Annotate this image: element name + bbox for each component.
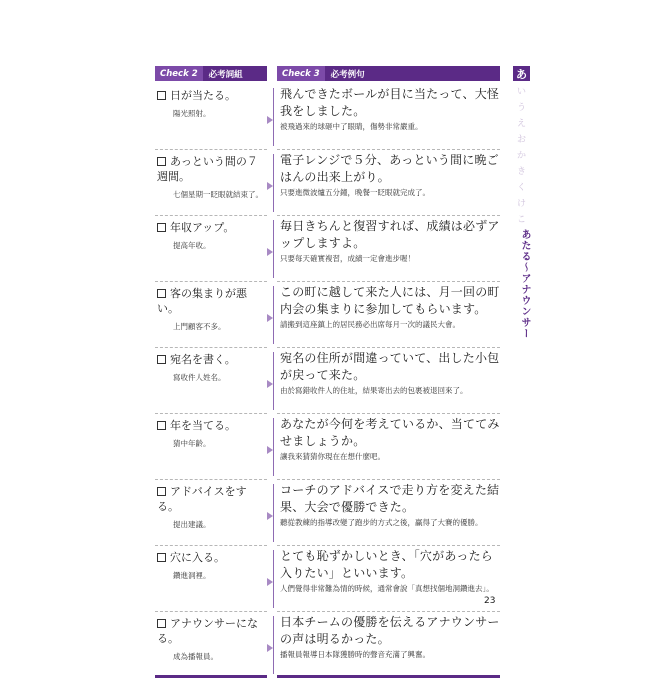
phrase-meaning: 成為播報員。 [173, 652, 218, 661]
kana-tab-item: う [513, 100, 530, 113]
vocab-phrase [157, 484, 267, 530]
vocab-phrase [157, 286, 267, 332]
vocab-phrase [157, 550, 267, 581]
vocab-phrase [157, 418, 267, 449]
phrase-line [157, 418, 267, 433]
divider [273, 550, 274, 608]
phrase-line [157, 550, 267, 565]
phrase-text: 客の集まりが悪い。 [157, 287, 247, 315]
phrase-meaning: 提高年收。 [173, 241, 211, 250]
entry-row [155, 348, 500, 414]
example-translation: 由於寫錯收件人的住址，結果寄出去的包裹被退回來了。 [280, 386, 468, 395]
phrase-line [157, 220, 267, 235]
entry-row [155, 612, 500, 678]
example [280, 86, 500, 132]
entry-row [155, 216, 500, 282]
checkbox[interactable] [157, 619, 166, 628]
example-sentence: この町に越して来た人には、月一回の町内会の集まりに参加してもらいます。 [280, 285, 500, 316]
index-tab [513, 66, 530, 339]
entry-row [155, 150, 500, 216]
example [280, 548, 500, 594]
phrase-meaning: 上門顧客不多。 [173, 322, 226, 331]
phrase-text: 宛名を書く。 [170, 353, 236, 366]
example [280, 482, 500, 528]
example-sentence: コーチのアドバイスで走り方を変えた結果、大会で優勝できた。 [280, 483, 500, 514]
index-range: あたる～アナウンサー [519, 229, 530, 339]
phrase-line [157, 154, 267, 184]
example [280, 152, 500, 198]
kana-tab-item: い [513, 84, 530, 97]
phrase-text: アナウンサーになる。 [157, 617, 258, 645]
divider [273, 418, 274, 476]
phrase-text: 穴に入る。 [170, 551, 225, 564]
entry-row [155, 414, 500, 480]
phrase-text: 年収アップ。 [170, 221, 235, 234]
check3-title: 必考例句 [330, 69, 365, 80]
divider [273, 616, 274, 674]
checkbox[interactable] [157, 421, 166, 430]
divider [273, 484, 274, 542]
example [280, 614, 500, 660]
phrase-line [157, 616, 267, 646]
checkbox[interactable] [157, 487, 166, 496]
kana-tab-item: あ [513, 66, 530, 81]
divider [273, 220, 274, 278]
kana-index [513, 66, 530, 225]
vocab-phrase [157, 220, 267, 251]
example-translation: 只要每天確實複習，成績一定會進步喔！ [280, 254, 415, 263]
entry-row [155, 546, 500, 612]
phrase-text: 年を当てる。 [170, 419, 236, 432]
example-sentence: 宛名の住所が間違っていて、出した小包が戻って来た。 [280, 351, 500, 382]
phrase-meaning: 陽光照射。 [173, 109, 211, 118]
check2-title: 必考詞組 [208, 69, 243, 80]
kana-tab-item: け [513, 196, 530, 209]
phrase-text: アドバイスをする。 [157, 485, 247, 513]
example-sentence: 飛んできたボールが目に当たって、大怪我をしました。 [280, 87, 500, 118]
example-translation: 聽從教練的指導改變了跑步的方式之後，贏得了大賽的優勝。 [280, 518, 483, 527]
vocab-phrase [157, 88, 267, 119]
kana-tab-item: き [513, 164, 530, 177]
phrase-meaning: 鑽進洞裡。 [173, 571, 211, 580]
checkbox[interactable] [157, 289, 166, 298]
checkbox[interactable] [157, 91, 166, 100]
phrase-line [157, 286, 267, 316]
divider [273, 352, 274, 410]
divider [273, 286, 274, 344]
example-sentence: あなたが今何を考えているか、当ててみせましょうか。 [280, 417, 500, 448]
kana-tab-item: く [513, 180, 530, 193]
example [280, 416, 500, 462]
phrase-line [157, 352, 267, 367]
checkbox[interactable] [157, 553, 166, 562]
kana-tab-item: か [513, 148, 530, 161]
kana-tab-item: お [513, 132, 530, 145]
example-translation: 讓我來猜猜你現在在想什麼吧。 [280, 452, 385, 461]
kana-tab-item: こ [513, 212, 530, 225]
example-translation: 播報員報導日本隊獲勝時的聲音充滿了興奮。 [280, 650, 430, 659]
entry-row [155, 480, 500, 546]
example [280, 350, 500, 396]
example-translation: 人們覺得非常難為情的時候，通常會說「真想找個地洞鑽進去」。 [280, 584, 494, 593]
checkbox[interactable] [157, 157, 166, 166]
example-sentence: 日本チームの優勝を伝えるアナウンサーの声は明るかった。 [280, 615, 500, 646]
phrase-text: 日が当たる。 [170, 89, 236, 102]
checkbox[interactable] [157, 355, 166, 364]
phrase-meaning: 寫收件人姓名。 [173, 373, 226, 382]
example-sentence: とても恥ずかしいとき、「穴があったら入りたい」といいます。 [280, 549, 494, 580]
vocab-phrase [157, 154, 267, 200]
entry-row [155, 282, 500, 348]
check2-header [155, 66, 267, 81]
entry-row [155, 84, 500, 150]
kana-tab-item: え [513, 116, 530, 129]
example-sentence: 毎日きちんと復習すれば、成績は必ずアップしますよ。 [280, 219, 500, 250]
example [280, 218, 500, 264]
example-translation: 請搬到這座鎮上的居民務必出席每月一次的議民大會。 [280, 320, 460, 329]
phrase-meaning: 提出建議。 [173, 520, 211, 529]
phrase-line [157, 484, 267, 514]
example [280, 284, 500, 330]
phrase-meaning: 猜中年齡。 [173, 439, 211, 448]
example-sentence: 電子レンジで５分、あっという間に晩ごはんの出来上がり。 [280, 153, 499, 184]
phrase-line [157, 88, 267, 103]
check3-header [277, 66, 500, 81]
phrase-text: あっという間の７週間。 [157, 155, 258, 183]
divider [273, 88, 274, 146]
divider [273, 154, 274, 212]
vocab-phrase [157, 352, 267, 383]
phrase-meaning: 七個星期一眨眼就結束了。 [173, 190, 263, 199]
check3-tag: Check 3 [277, 66, 325, 81]
page-number: 23 [484, 596, 496, 606]
example-translation: 被飛過來的球砸中了眼睛，傷勢非常嚴重。 [280, 122, 423, 131]
example-translation: 只要進微波爐五分鐘，晚餐一眨眼就完成了。 [280, 188, 430, 197]
checkbox[interactable] [157, 223, 166, 232]
vocab-phrase [157, 616, 267, 662]
check2-tag: Check 2 [155, 66, 203, 81]
